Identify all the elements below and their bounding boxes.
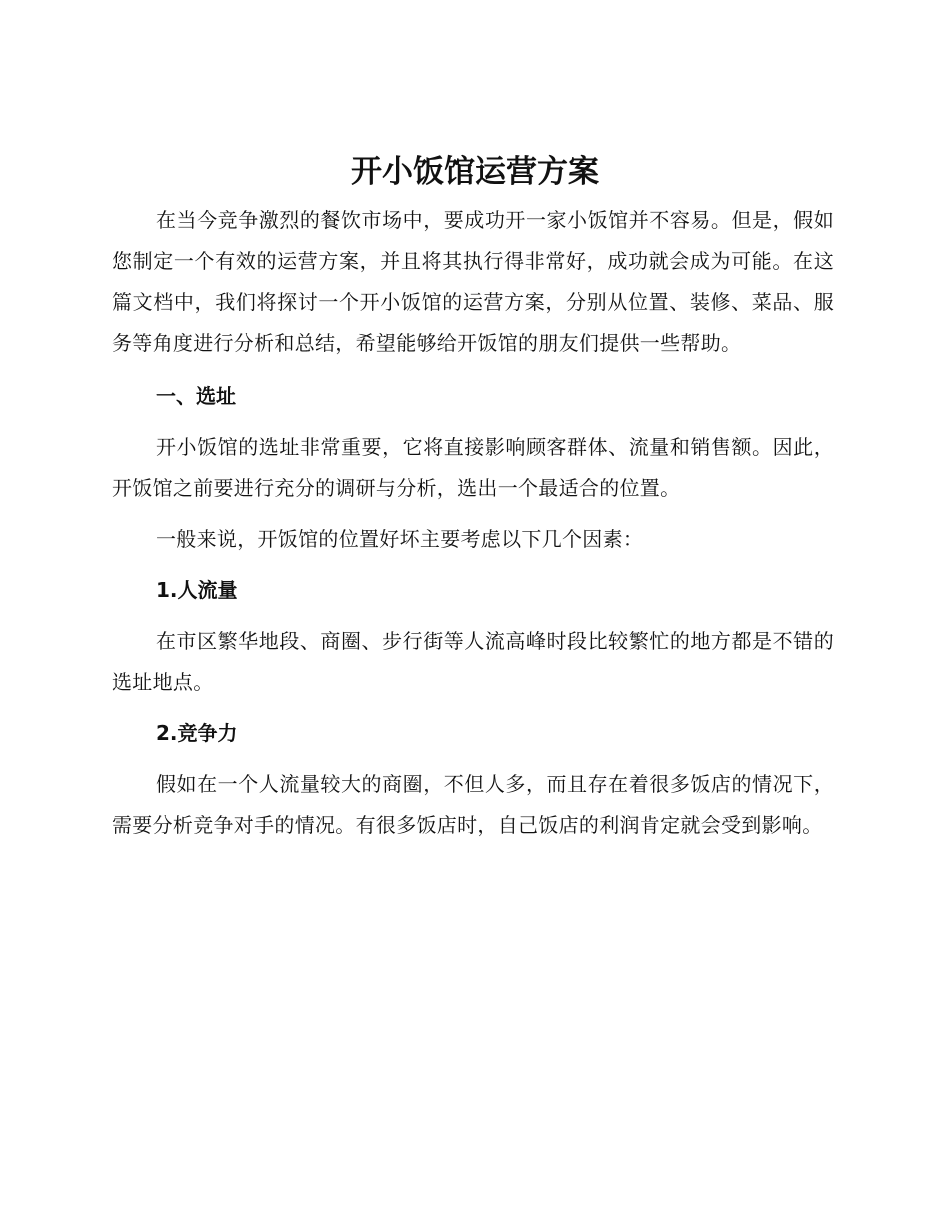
spacer [112, 611, 834, 621]
spacer [112, 417, 834, 427]
section-heading-location: 一、选址 [156, 384, 236, 408]
competition-paragraph: 假如在一个人流量较大的商圈，不但人多，而且存在着很多饭店的情况下，需要分析竞争对手的情况。有很多饭店时，自己饭店的利润肯定就会受到影响。 [112, 772, 834, 837]
location-paragraph: 开小饭馆的选址非常重要，它将直接影响顾客群体、流量和销售额。因此，开饭馆之前要进行充分的调研与分析，选出一个最适合的位置。 [112, 435, 834, 500]
spacer [112, 560, 834, 570]
subheading-competition: 2.竞争力 [156, 721, 238, 745]
factors-intro-paragraph: 一般来说，开饭馆的位置好坏主要考虑以下几个因素： [156, 527, 644, 551]
spacer [112, 754, 834, 764]
subheading-foot-traffic: 1.人流量 [156, 578, 238, 602]
spacer [112, 703, 834, 713]
document-body [112, 200, 834, 846]
spacer [112, 364, 834, 376]
document-title: 开小饭馆运营方案 [351, 154, 599, 190]
foot-traffic-paragraph: 在市区繁华地段、商圈、步行街等人流高峰时段比较繁忙的地方都是不错的选址地点。 [112, 629, 834, 694]
intro-paragraph: 在当今竞争激烈的餐饮市场中，要成功开一家小饭馆并不容易。但是，假如您制定一个有效的运营方案，并且将其执行得非常好，成功就会成为可能。在这篇文档中，我们将探讨一个开小饭馆的运营方案，分别从位置、装修、菜品、服务等角度进行分析和总结，希望能够给开饭馆的朋友们提供一些帮助。 [112, 208, 834, 355]
spacer [112, 509, 834, 519]
